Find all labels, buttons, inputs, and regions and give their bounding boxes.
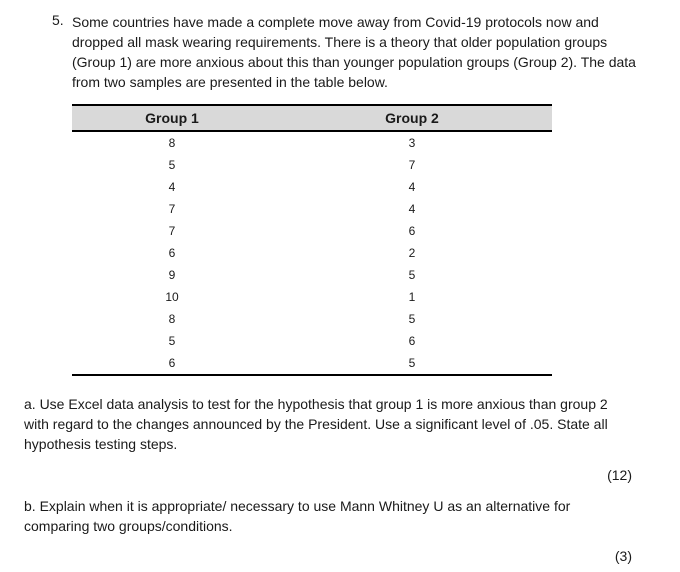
part-b-marks: (3) — [614, 548, 632, 564]
cell-group-2: 1 — [408, 290, 416, 304]
table-row — [72, 286, 552, 308]
cell-group-1: 7 — [168, 224, 176, 238]
cell-group-2: 4 — [408, 180, 416, 194]
cell-group-1: 6 — [72, 352, 272, 375]
cell-group-1: 5 — [168, 158, 176, 172]
table-row — [72, 242, 552, 264]
part-b-text: b. Explain when it is appropriate/ necessary to use Mann Whitney U as an alternative for comparing two groups/conditions. — [24, 498, 571, 534]
cell-group-2: 2 — [408, 246, 416, 260]
cell-group-2: 7 — [408, 158, 416, 172]
header-group-1: Group 1 — [72, 105, 272, 131]
cell-group-2: 3 — [408, 136, 416, 150]
cell-group-1: 10 — [165, 290, 179, 304]
cell-group-1: 9 — [168, 268, 176, 282]
part-a-text: a. Use Excel data analysis to test for the hypothesis that group 1 is more anxious than group 2 with regard to the changes announced by the President. Use a significant level of .05. State all hypothesis testing steps. — [24, 396, 608, 452]
cell-group-2: 4 — [408, 202, 416, 216]
header-group-2: Group 2 — [272, 105, 552, 131]
cell-group-1: 4 — [168, 180, 176, 194]
cell-group-1: 5 — [168, 334, 176, 348]
cell-group-1: 7 — [168, 202, 176, 216]
cell-group-2: 5 — [272, 352, 552, 375]
data-table — [72, 104, 552, 376]
part-a-marks: (12) — [607, 467, 632, 483]
table-row — [72, 154, 552, 176]
cell-group-1: 8 — [168, 136, 176, 150]
cell-group-1: 8 — [168, 312, 176, 326]
cell-group-2: 6 — [408, 334, 416, 348]
table-row — [72, 198, 552, 220]
table-row — [72, 352, 552, 375]
table-row — [72, 308, 552, 330]
table-row — [72, 176, 552, 198]
table-row — [72, 131, 552, 154]
table-row — [72, 264, 552, 286]
cell-group-1: 6 — [168, 246, 176, 260]
question-number: 5. — [52, 12, 64, 28]
cell-group-2: 6 — [408, 224, 416, 238]
table-row — [72, 220, 552, 242]
cell-group-2: 5 — [408, 268, 416, 282]
table-row — [72, 330, 552, 352]
question-text: Some countries have made a complete move away from Covid-19 protocols now and dropped all mask wearing requirements. There is a theory that older population groups (Group 1) are more anxious about this than younger population groups (Group 2). The data from two samples are presented in the table below. — [72, 14, 636, 90]
cell-group-2: 5 — [408, 312, 416, 326]
